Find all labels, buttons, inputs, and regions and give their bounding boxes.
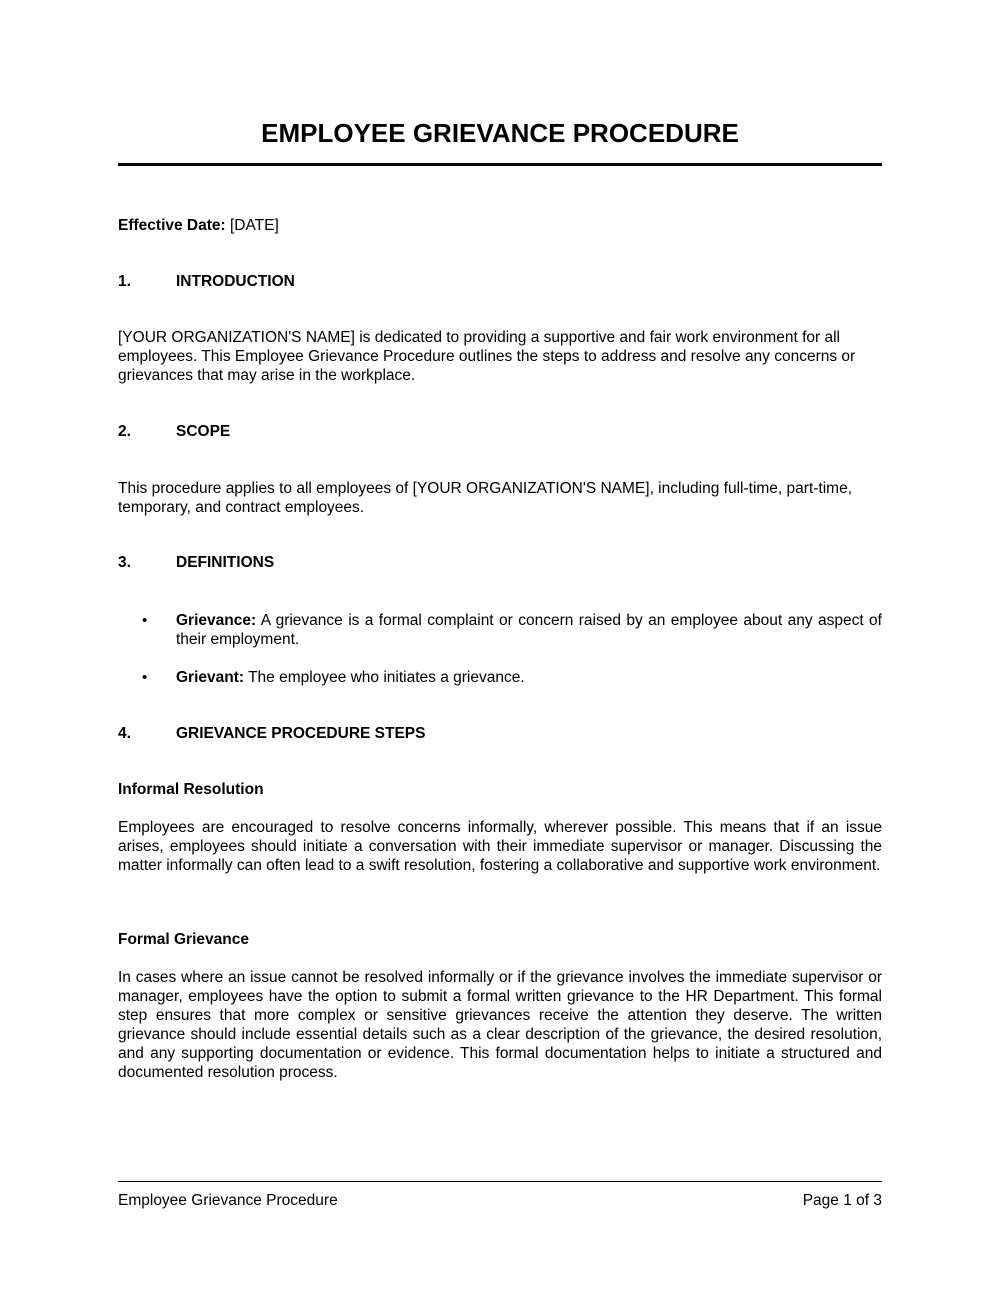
- definition-item: [118, 611, 882, 649]
- section-number: 4.: [118, 725, 131, 742]
- formal-grievance-paragraph: In cases where an issue cannot be resolved informally or if the grievance involves the immediate supervisor or manager, employees have the option to submit a formal written grievance to the HR Department. This formal step ensures that more complex or sensitive grievances receive the attention they deserve. The written grievance should include essential details such as a clear description of the grievance, the desired resolution, and any supporting documentation or evidence. This formal documentation helps to initiate a structured and documented resolution process.: [118, 969, 882, 1081]
- section-steps-heading: [118, 724, 882, 743]
- bullet-icon: •: [142, 612, 148, 629]
- footer-document-name: Employee Grievance Procedure: [118, 1192, 338, 1209]
- definition-item: [118, 668, 882, 687]
- formal-grievance-heading: Formal Grievance: [118, 931, 249, 948]
- bullet-icon: •: [142, 669, 148, 686]
- effective-date: [118, 216, 882, 235]
- informal-resolution-paragraph: Employees are encouraged to resolve concerns informally, wherever possible. This means that if an issue arises, employees should initiate a conversation with their immediate supervisor or manager. Discussing the matter informally can often lead to a swift resolution, fostering a collaborative and supportive work environment.: [118, 819, 882, 874]
- footer-divider: [118, 1181, 882, 1182]
- definition-description: A grievance is a formal complaint or concern raised by an employee about any aspect of their employment.: [176, 612, 882, 648]
- section-title: SCOPE: [176, 423, 231, 440]
- definition-text: [176, 668, 882, 687]
- section-definitions-heading: [118, 553, 882, 572]
- definition-term: Grievant:: [176, 669, 245, 686]
- section-scope-heading: [118, 422, 882, 441]
- effective-date-value: [DATE]: [225, 217, 279, 234]
- section-number: 1.: [118, 273, 131, 290]
- definition-text: [176, 611, 882, 649]
- document-title: EMPLOYEE GRIEVANCE PROCEDURE: [261, 118, 739, 148]
- section-title: INTRODUCTION: [176, 273, 295, 290]
- section-title: GRIEVANCE PROCEDURE STEPS: [176, 725, 426, 742]
- section-number: 3.: [118, 554, 131, 571]
- footer-page-number: Page 1 of 3: [802, 1192, 882, 1209]
- section-number: 2.: [118, 423, 131, 440]
- informal-resolution-heading: Informal Resolution: [118, 781, 264, 798]
- section-title: DEFINITIONS: [176, 554, 275, 571]
- effective-date-label: Effective Date:: [118, 217, 226, 234]
- title-divider: [118, 163, 882, 166]
- section-introduction-heading: [118, 272, 882, 291]
- introduction-paragraph: [YOUR ORGANIZATION'S NAME] is dedicated to providing a supportive and fair work environment for all employees. This Employee Grievance Procedure outlines the steps to address and resolve any concerns or grievances that may arise in the workplace.: [118, 329, 856, 384]
- scope-paragraph: This procedure applies to all employees of [YOUR ORGANIZATION'S NAME], including full-time, part-time, temporary, and contract employees.: [118, 480, 853, 516]
- definition-description: The employee who initiates a grievance.: [244, 669, 525, 686]
- definition-term: Grievance:: [176, 612, 257, 629]
